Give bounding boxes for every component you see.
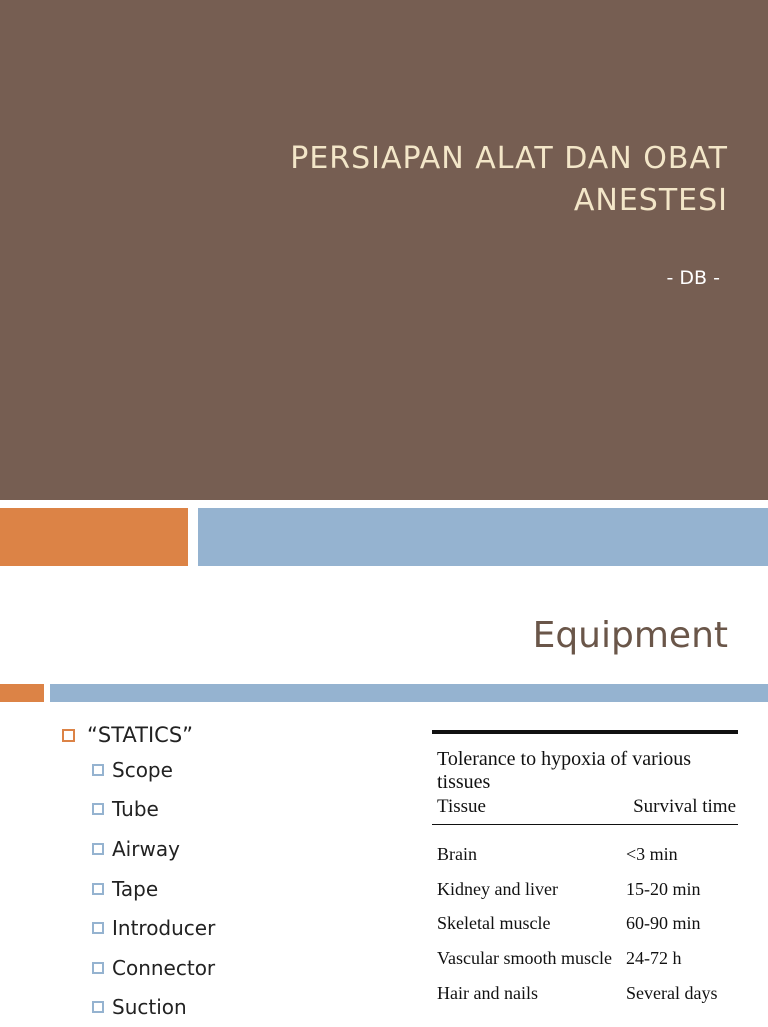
square-bullet-icon <box>92 883 104 895</box>
cell-survival: Several days <box>626 982 718 1003</box>
square-bullet-icon <box>92 843 104 855</box>
square-bullet-icon <box>62 729 75 742</box>
cell-tissue: Vascular smooth muscle <box>437 947 612 968</box>
square-bullet-icon <box>92 962 104 974</box>
list-item <box>92 750 215 790</box>
cell-survival: 24-72 h <box>626 947 682 968</box>
list-item-label: Scope <box>112 757 173 782</box>
list-item-label: Connector <box>112 955 216 980</box>
list-item <box>92 988 215 1027</box>
table-row <box>432 906 738 941</box>
sub-bullet-list <box>92 750 215 1027</box>
list-item-label: Tube <box>112 797 159 822</box>
square-bullet-icon <box>92 1001 104 1013</box>
table-caption: Tolerance to hypoxia of various tissues <box>437 748 692 793</box>
title-slide <box>0 0 768 500</box>
cell-tissue: Hair and nails <box>437 982 538 1003</box>
square-bullet-icon <box>92 764 104 776</box>
list-item-label: Tape <box>112 876 159 901</box>
header-tissue: Tissue <box>437 796 486 817</box>
blue-accent-bar <box>50 684 768 702</box>
orange-accent-band <box>0 508 188 566</box>
slide-subtitle: - DB - <box>666 267 720 289</box>
bullet-statics <box>62 720 215 750</box>
hypoxia-tolerance-table <box>432 730 738 1010</box>
square-bullet-icon <box>92 803 104 815</box>
list-item <box>92 869 215 909</box>
table-row <box>432 976 738 1011</box>
list-item-label: Suction <box>112 995 187 1020</box>
square-bullet-icon <box>92 922 104 934</box>
blue-accent-band <box>198 508 768 566</box>
table-row <box>432 837 738 872</box>
slide-title <box>128 138 728 222</box>
list-item <box>92 908 215 948</box>
cell-survival: 60-90 min <box>626 913 701 934</box>
bullet-list <box>62 720 215 1027</box>
slide-title-line1: PERSIAPAN ALAT DAN OBAT <box>290 141 728 176</box>
list-item <box>92 829 215 869</box>
table-row <box>432 872 738 907</box>
bullet-label: “STATICS” <box>87 723 194 747</box>
cell-survival: 15-20 min <box>626 878 701 899</box>
list-item <box>92 948 215 988</box>
cell-tissue: Skeletal muscle <box>437 913 551 934</box>
list-item-label: Airway <box>112 836 180 861</box>
cell-survival: <3 min <box>626 843 678 864</box>
slide-title-line2: ANESTESI <box>573 183 728 218</box>
table-row <box>432 941 738 976</box>
equipment-title: Equipment <box>532 615 728 656</box>
header-survival-time: Survival time <box>633 796 736 817</box>
list-item-label: Introducer <box>112 916 216 941</box>
orange-accent-bar <box>0 684 44 702</box>
list-item <box>92 790 215 830</box>
cell-tissue: Kidney and liver <box>437 878 558 899</box>
cell-tissue: Brain <box>437 843 477 864</box>
table-body <box>432 825 738 1010</box>
